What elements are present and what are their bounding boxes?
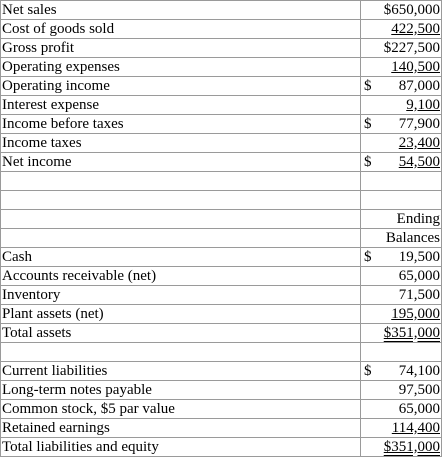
liability-equity-amount-cell: [361, 381, 442, 400]
asset-row: [1, 324, 442, 343]
asset-amount: 65,000: [398, 268, 440, 284]
asset-label: Cash: [1, 248, 361, 267]
asset-row: [1, 267, 442, 286]
income-amount: 23,400: [398, 135, 440, 151]
income-amount-cell: [361, 1, 442, 20]
dollar-sign: $: [364, 249, 372, 265]
asset-amount-cell: [361, 267, 442, 286]
balance-header-row: [1, 229, 442, 248]
income-label: Interest expense: [1, 96, 361, 115]
spacer-row-left: [1, 172, 361, 191]
liability-equity-row: [1, 381, 442, 400]
asset-amount: $351,000: [383, 325, 440, 341]
asset-label: Plant assets (net): [1, 305, 361, 324]
income-label: Gross profit: [1, 39, 361, 58]
income-row: [1, 20, 442, 39]
asset-amount-cell: [361, 286, 442, 305]
spacer-row-right: [361, 343, 442, 362]
liability-equity-row: [1, 419, 442, 438]
asset-amount-cell: [361, 248, 442, 267]
liability-equity-label: Retained earnings: [1, 419, 361, 438]
liability-equity-amount-cell: [361, 362, 442, 381]
spacer-row-left: [1, 343, 361, 362]
income-row: [1, 96, 442, 115]
income-amount: $650,000: [383, 2, 440, 18]
income-row: [1, 1, 442, 20]
asset-label: Total assets: [1, 324, 361, 343]
asset-label: Inventory: [1, 286, 361, 305]
income-amount-cell: [361, 134, 442, 153]
income-row: [1, 77, 442, 96]
income-label: Operating expenses: [1, 58, 361, 77]
liability-equity-amount-cell: [361, 400, 442, 419]
income-amount: 77,900: [398, 116, 440, 132]
liability-equity-row: [1, 400, 442, 419]
income-amount-cell: [361, 20, 442, 39]
income-row: [1, 153, 442, 172]
asset-amount: 19,500: [398, 249, 440, 265]
income-label: Income before taxes: [1, 115, 361, 134]
liability-equity-amount-cell: [361, 438, 442, 457]
balance-header-blank: [1, 210, 361, 229]
liability-equity-amount: $351,000: [383, 439, 440, 455]
income-row: [1, 134, 442, 153]
income-amount-cell: [361, 77, 442, 96]
income-amount: $227,500: [383, 40, 440, 56]
liability-equity-amount-cell: [361, 419, 442, 438]
dollar-sign: $: [364, 116, 372, 132]
financial-table-body: [1, 1, 442, 457]
liability-equity-label: Total liabilities and equity: [1, 438, 361, 457]
income-label: Operating income: [1, 77, 361, 96]
liability-equity-label: Long-term notes payable: [1, 381, 361, 400]
income-row: [1, 58, 442, 77]
spacer-row: [1, 191, 442, 210]
income-amount: 87,000: [398, 78, 440, 94]
income-amount-cell: [361, 58, 442, 77]
liability-equity-row: [1, 438, 442, 457]
income-amount-cell: [361, 153, 442, 172]
income-amount-cell: [361, 115, 442, 134]
asset-amount-cell: [361, 305, 442, 324]
dollar-sign: $: [364, 154, 372, 170]
liability-equity-row: [1, 362, 442, 381]
income-label: Income taxes: [1, 134, 361, 153]
asset-label: Accounts receivable (net): [1, 267, 361, 286]
dollar-sign: $: [364, 78, 372, 94]
income-label: Net sales: [1, 1, 361, 20]
balance-header-row: [1, 210, 442, 229]
income-row: [1, 39, 442, 58]
liability-equity-amount: 65,000: [398, 401, 440, 417]
asset-row: [1, 305, 442, 324]
asset-amount-cell: [361, 324, 442, 343]
income-amount: 422,500: [391, 21, 440, 37]
dollar-sign: $: [364, 363, 372, 379]
asset-amount: 71,500: [398, 287, 440, 303]
income-amount: 140,500: [391, 59, 440, 75]
income-amount: 54,500: [398, 154, 440, 170]
spacer-row: [1, 172, 442, 191]
asset-row: [1, 286, 442, 305]
asset-row: [1, 248, 442, 267]
balance-header-label: Balances: [361, 229, 442, 248]
balance-header-label: Ending: [361, 210, 442, 229]
income-amount-cell: [361, 39, 442, 58]
spacer-row-left: [1, 191, 361, 210]
spacer-row-right: [361, 191, 442, 210]
liability-equity-amount: 97,500: [398, 382, 440, 398]
spacer-row-right: [361, 172, 442, 191]
income-amount-cell: [361, 96, 442, 115]
balance-header-blank: [1, 229, 361, 248]
income-amount: 9,100: [406, 97, 440, 113]
income-row: [1, 115, 442, 134]
income-label: Cost of goods sold: [1, 20, 361, 39]
asset-amount: 195,000: [391, 306, 440, 322]
spacer-row: [1, 343, 442, 362]
liability-equity-amount: 114,400: [391, 420, 440, 436]
liability-equity-amount: 74,100: [398, 363, 440, 379]
income-label: Net income: [1, 153, 361, 172]
liability-equity-label: Common stock, $5 par value: [1, 400, 361, 419]
liability-equity-label: Current liabilities: [1, 362, 361, 381]
